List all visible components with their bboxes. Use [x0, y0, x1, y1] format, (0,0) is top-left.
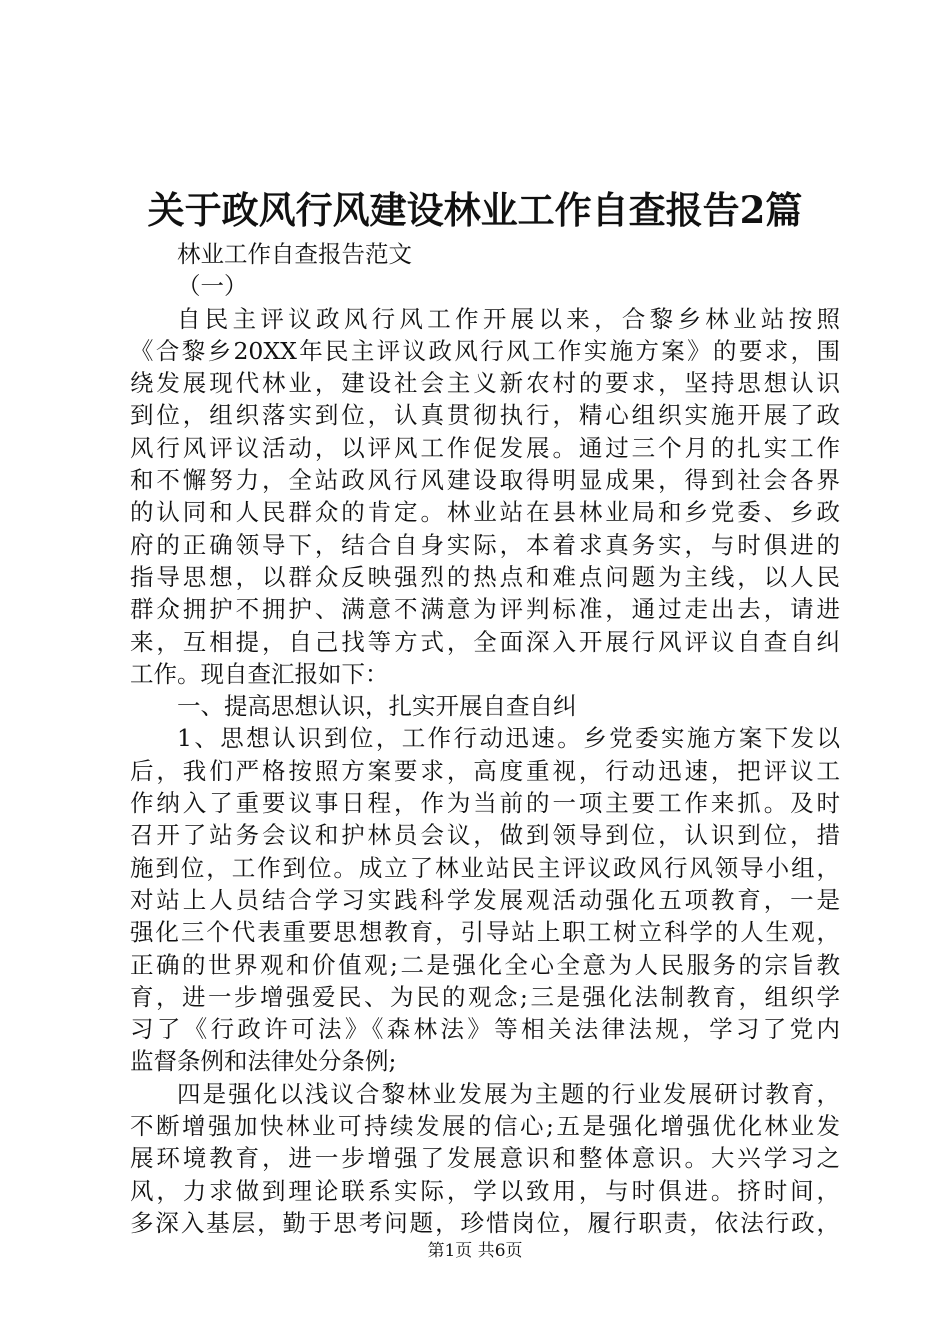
paragraph-line: 强化三个代表重要思想教育，引导站上职工树立科学的人生观，: [130, 918, 840, 947]
paragraph-line: 正确的世界观和价值观;二是强化全心全意为人民服务的宗旨教: [130, 950, 840, 979]
paragraph-line: 四是强化以浅议合黎林业发展为主题的行业发展研讨教育，: [177, 1079, 840, 1108]
paragraph-line: 府的正确领导下，结合自身实际，本着求真务实，与时俱进的: [130, 530, 840, 559]
paragraph-line: 施到位，工作到位。成立了林业站民主评议政风行风领导小组，: [130, 853, 840, 882]
paragraph-line: 到位，组织落实到位，认真贯彻执行，精心组织实施开展了政: [130, 401, 840, 430]
paragraph-line: 召开了站务会议和护林员会议，做到领导到位，认识到位，措: [130, 821, 840, 850]
paragraph-line: 对站上人员结合学习实践科学发展观活动强化五项教育，一是: [130, 885, 840, 914]
document-subtitle: 林业工作自查报告范文: [177, 240, 412, 268]
paragraph-line: 指导思想，以群众反映强烈的热点和难点问题为主线，以人民: [130, 562, 840, 591]
document-title: 关于政风行风建设林业工作自查报告2篇: [147, 188, 803, 232]
paragraph-line: 自民主评议政风行风工作开展以来，合黎乡林业站按照: [177, 304, 840, 333]
paragraph-line: 展环境教育，进一步增强了发展意识和整体意识。大兴学习之: [130, 1144, 840, 1173]
paragraph-line: 后，我们严格按照方案要求，高度重视，行动迅速，把评议工: [130, 756, 840, 785]
paragraph-line: 工作。现自查汇报如下：: [130, 659, 389, 688]
page-footer: 第1页 共6页: [427, 1241, 523, 1261]
paragraph-line: 作纳入了重要议事日程，作为当前的一项主要工作来抓。及时: [130, 789, 840, 818]
paragraph-line: 来，互相提，自己找等方式，全面深入开展行风评议自查自纠: [130, 627, 840, 656]
paragraph-line: 多深入基层，勤于思考问题，珍惜岗位，履行职责，依法行政，: [130, 1208, 840, 1237]
paragraph-line: 的认同和人民群众的肯定。林业站在县林业局和乡党委、乡政: [130, 498, 840, 527]
document-body: [130, 238, 840, 1239]
paragraph-line: 《合黎乡20XX年民主评议政风行风工作实施方案》的要求，围: [130, 336, 840, 365]
paragraph-line: 和不懈努力，全站政风行风建设取得明显成果，得到社会各界: [130, 466, 840, 495]
paragraph-line: 育，进一步增强爱民、为民的观念;三是强化法制教育，组织学: [130, 982, 840, 1011]
paragraph-line: 1、思想认识到位，工作行动迅速。乡党委实施方案下发以: [177, 724, 840, 753]
section-marker: （一）: [177, 272, 248, 301]
paragraph-line: 风行风评议活动，以评风工作促发展。通过三个月的扎实工作: [130, 433, 840, 462]
paragraph-line: 监督条例和法律处分条例;: [130, 1047, 397, 1076]
paragraph-line: 绕发展现代林业，建设社会主义新农村的要求，坚持思想认识: [130, 369, 840, 398]
paragraph-line: 风，力求做到理论联系实际，学以致用，与时俱进。挤时间，: [130, 1176, 840, 1205]
paragraph-line: 不断增强加快林业可持续发展的信心;五是强化增强优化林业发: [130, 1112, 840, 1141]
paragraph-line: 群众拥护不拥护、满意不满意为评判标准，通过走出去，请进: [130, 595, 840, 624]
section-heading: 一、提高思想认识，扎实开展自查自纠: [177, 692, 577, 721]
paragraph-line: 习了《行政许可法》《森林法》等相关法律法规，学习了党内: [130, 1015, 840, 1044]
